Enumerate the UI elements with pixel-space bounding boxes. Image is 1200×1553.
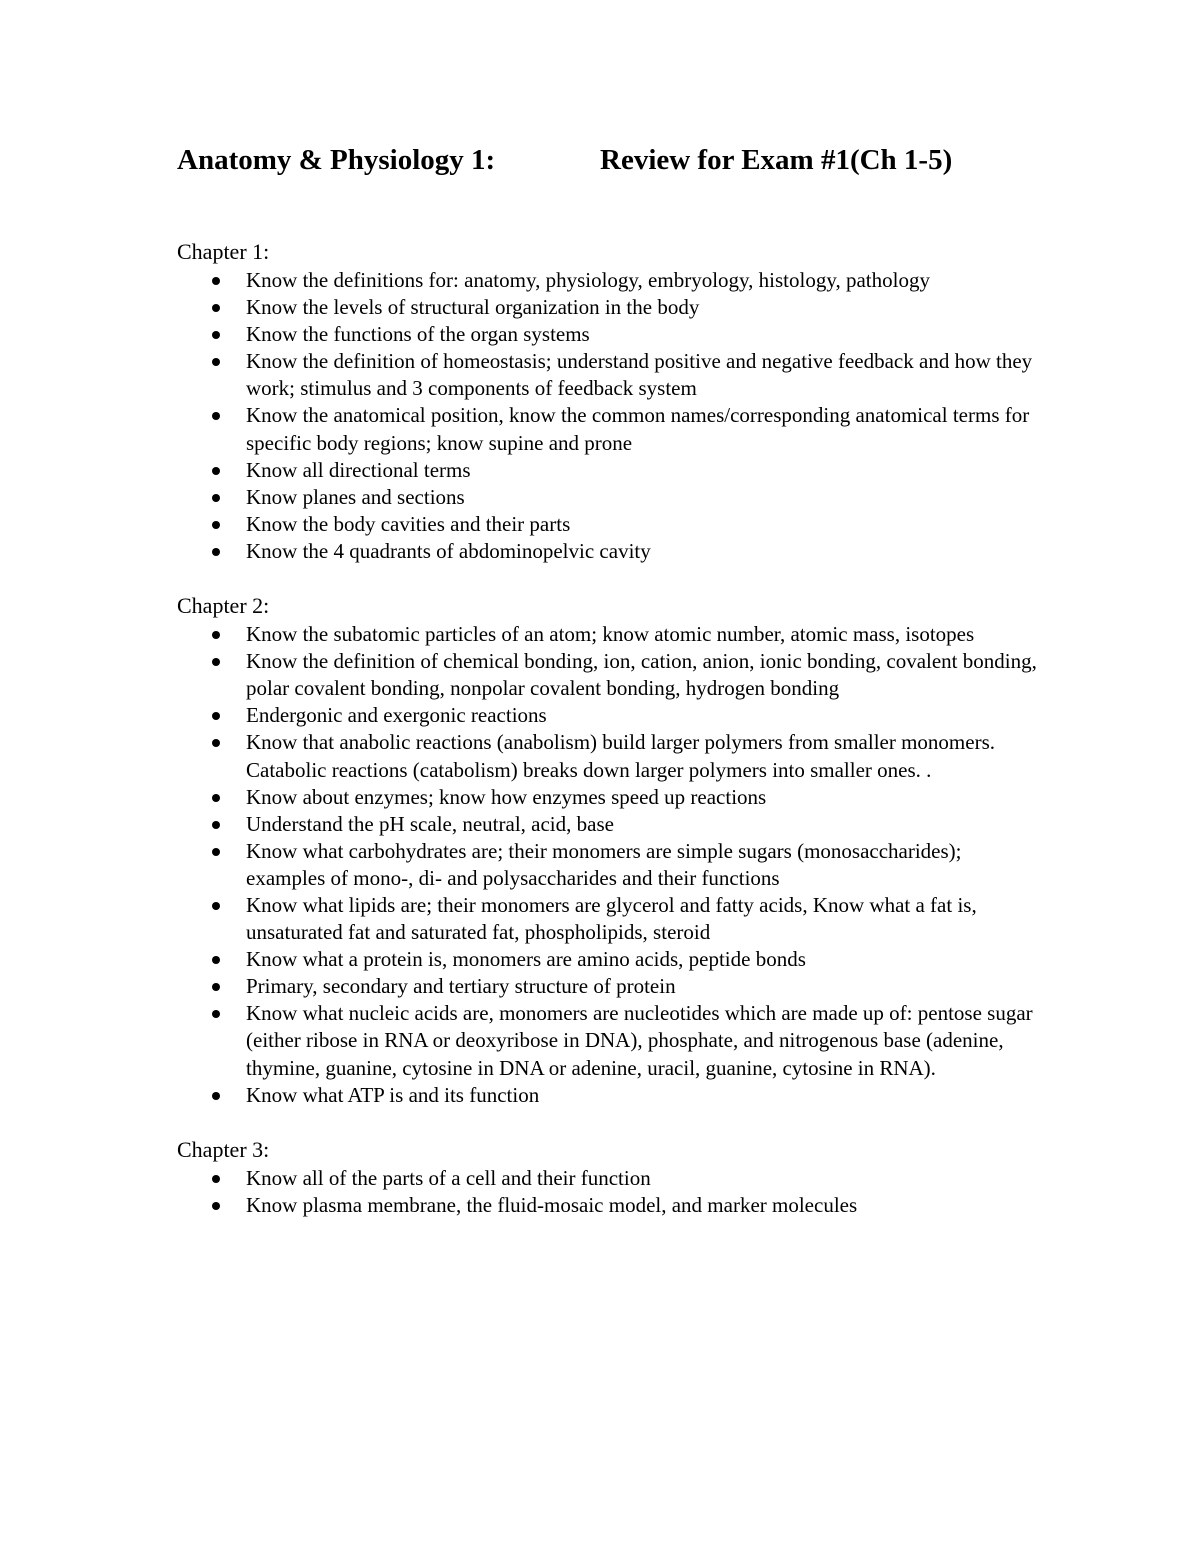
list-item bbox=[177, 1000, 1037, 1081]
list-item bbox=[177, 838, 1037, 892]
list-item-text: Know what ATP is and its function bbox=[246, 1082, 540, 1107]
list-item bbox=[177, 1192, 1037, 1219]
list-item-text: Know the anatomical position, know the common names/corresponding anatomical terms for specific body regions; know supine and prone bbox=[246, 403, 1030, 455]
bullet-icon bbox=[212, 331, 220, 339]
title-exam: Review for Exam #1(Ch 1-5) bbox=[600, 144, 953, 176]
list-item bbox=[177, 511, 1037, 538]
list-item-text: Primary, secondary and tertiary structure of protein bbox=[246, 974, 676, 999]
bullet-icon bbox=[212, 548, 220, 556]
list-item-text: Know the levels of structural organization in the body bbox=[246, 295, 700, 320]
chapter-heading: Chapter 3: bbox=[177, 1136, 270, 1162]
bullet-icon bbox=[212, 494, 220, 502]
list-item bbox=[177, 538, 1037, 565]
bullet-icon bbox=[212, 1010, 220, 1018]
bullet-icon bbox=[212, 358, 220, 366]
list-item bbox=[177, 348, 1037, 402]
list-item bbox=[177, 484, 1037, 511]
title-course: Anatomy & Physiology 1: bbox=[177, 144, 496, 176]
bullet-icon bbox=[212, 521, 220, 529]
bullet-icon bbox=[212, 739, 220, 747]
list-item-text: Know about enzymes; know how enzymes speed up reactions bbox=[246, 784, 767, 809]
list-item bbox=[177, 1082, 1037, 1109]
list-item bbox=[177, 457, 1037, 484]
chapter-section bbox=[177, 1136, 1037, 1219]
bullet-icon bbox=[212, 983, 220, 991]
bullet-icon bbox=[212, 1092, 220, 1100]
document-title bbox=[177, 138, 1037, 182]
bullet-icon bbox=[212, 821, 220, 829]
bullet-icon bbox=[212, 712, 220, 720]
list-item-text: Know the definition of chemical bonding, ion, cation, anion, ionic bonding, covalent bonding, polar covalent bonding, nonpolar covalent bonding, hydrogen bonding bbox=[246, 649, 1037, 701]
chapter-item-list bbox=[177, 267, 1037, 565]
chapter-item-list bbox=[177, 621, 1037, 1109]
list-item bbox=[177, 702, 1037, 729]
list-item-text: Know the definitions for: anatomy, physiology, embryology, histology, pathology bbox=[246, 268, 930, 292]
chapters-container bbox=[177, 238, 1037, 1219]
chapter-item-list bbox=[177, 1165, 1037, 1219]
list-item-text: Know that anabolic reactions (anabolism) build larger polymers from smaller monomers. Catabolic reactions (catabolism) breaks down larger polymers into smaller ones. . bbox=[246, 730, 995, 782]
list-item bbox=[177, 784, 1037, 811]
bullet-icon bbox=[212, 902, 220, 910]
list-item-text: Know the subatomic particles of an atom; know atomic number, atomic mass, isotopes bbox=[246, 622, 975, 647]
bullet-icon bbox=[212, 848, 220, 856]
list-item-text: Know what carbohydrates are; their monomers are simple sugars (monosaccharides); examples of mono-, di- and polysaccharides and their functions bbox=[246, 838, 962, 890]
list-item bbox=[177, 892, 1037, 946]
list-item-text: Know planes and sections bbox=[246, 484, 465, 509]
bullet-icon bbox=[212, 956, 220, 964]
chapter-section bbox=[177, 592, 1037, 1109]
bullet-icon bbox=[212, 304, 220, 312]
list-item bbox=[177, 621, 1037, 648]
list-item bbox=[177, 648, 1037, 702]
bullet-icon bbox=[212, 631, 220, 639]
list-item bbox=[177, 1165, 1037, 1192]
bullet-icon bbox=[212, 467, 220, 475]
bullet-icon bbox=[212, 277, 220, 285]
chapter-heading: Chapter 2: bbox=[177, 593, 270, 619]
bullet-icon bbox=[212, 412, 220, 420]
list-item bbox=[177, 402, 1037, 456]
list-item-text: Know all directional terms bbox=[246, 457, 471, 482]
list-item bbox=[177, 267, 1037, 294]
list-item-text: Know the functions of the organ systems bbox=[246, 322, 590, 347]
list-item-text: Know what lipids are; their monomers are glycerol and fatty acids, Know what a fat is, unsaturated fat and saturated fat, phospholipids, steroid bbox=[246, 892, 977, 945]
bullet-icon bbox=[212, 1202, 220, 1210]
list-item bbox=[177, 946, 1037, 973]
bullet-icon bbox=[212, 1175, 220, 1183]
list-item bbox=[177, 294, 1037, 321]
list-item bbox=[177, 973, 1037, 1000]
list-item-text: Understand the pH scale, neutral, acid, base bbox=[246, 811, 614, 836]
list-item bbox=[177, 729, 1037, 783]
list-item-text: Endergonic and exergonic reactions bbox=[246, 703, 547, 728]
chapter-section bbox=[177, 238, 1037, 565]
list-item-text: Know what a protein is, monomers are amino acids, peptide bonds bbox=[246, 947, 806, 972]
bullet-icon bbox=[212, 658, 220, 666]
list-item bbox=[177, 811, 1037, 838]
list-item-text: Know the body cavities and their parts bbox=[246, 511, 571, 536]
list-item-text: Know plasma membrane, the fluid-mosaic model, and marker molecules bbox=[246, 1192, 858, 1217]
document-page bbox=[177, 138, 1037, 1246]
list-item-text: Know the 4 quadrants of abdominopelvic cavity bbox=[246, 538, 651, 563]
list-item-text: Know what nucleic acids are, monomers are nucleotides which are made up of: pentose sugar (either ribose in RNA or deoxyribose in DNA), phosphate, and nitrogenous base (adenine, thymine, guanine, cytosine in DNA or adenine, uracil, guanine, cytosine in RNA). bbox=[246, 1001, 1033, 1080]
chapter-heading: Chapter 1: bbox=[177, 239, 270, 264]
bullet-icon bbox=[212, 794, 220, 802]
list-item-text: Know all of the parts of a cell and their function bbox=[246, 1165, 651, 1190]
list-item-text: Know the definition of homeostasis; understand positive and negative feedback and how they work; stimulus and 3 components of feedback system bbox=[246, 349, 1033, 401]
list-item bbox=[177, 321, 1037, 348]
